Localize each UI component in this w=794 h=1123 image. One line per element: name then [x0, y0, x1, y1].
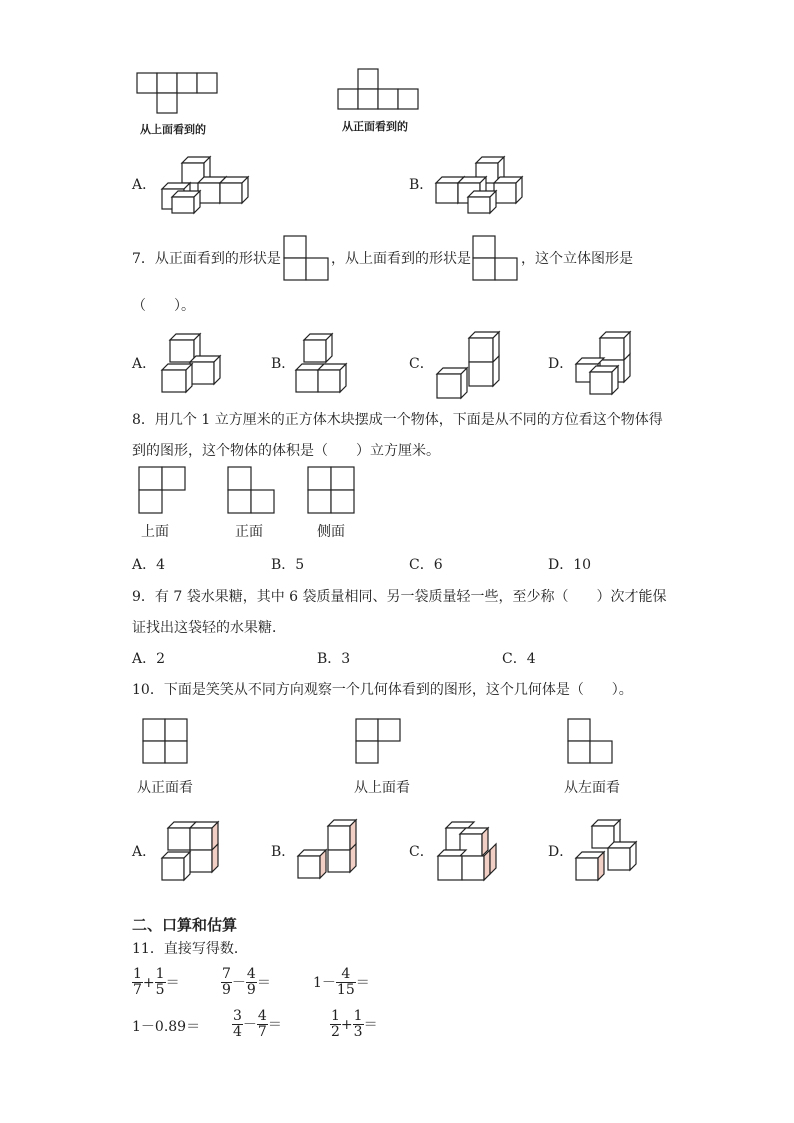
q11-item-4[interactable]: 1－0.89＝: [132, 1019, 201, 1035]
prefix: 1－: [313, 975, 336, 991]
q9-option-b[interactable]: B．3: [317, 651, 351, 667]
frac-num: 4: [246, 966, 256, 982]
q6-view-label-top: 从上面看到的: [140, 123, 206, 136]
q8-side-view-figure: [307, 466, 357, 516]
q10-option-c-label[interactable]: C．: [409, 844, 434, 860]
q10-option-c-cubes[interactable]: [436, 820, 502, 884]
q11-item-1[interactable]: [132, 967, 180, 998]
equals: ＝: [355, 975, 370, 991]
q9-option-c[interactable]: C．4: [502, 651, 536, 667]
equals: ＝: [267, 1017, 282, 1033]
q10-option-a-cubes[interactable]: [160, 820, 224, 882]
q6-option-b-label[interactable]: B．: [409, 177, 434, 193]
q7-option-b-label[interactable]: B．: [271, 356, 296, 372]
frac-den: 9: [246, 982, 256, 998]
operator: －: [231, 975, 246, 991]
q11-item-5[interactable]: [232, 1009, 282, 1040]
q10-top-view-figure: [355, 718, 403, 766]
q10-text: 10．下面是笑笑从不同方向观察一个几何体看到的图形，这个几何体是（ ）。: [132, 682, 633, 698]
q7-answer-blank[interactable]: （ ）。: [132, 298, 195, 314]
q9-text-line2: 证找出这袋轻的水果糖．: [132, 620, 286, 636]
q7-option-b-cubes[interactable]: [294, 330, 354, 394]
q9-option-a[interactable]: A．2: [132, 651, 166, 667]
frac-den: 9: [222, 982, 231, 998]
frac-num: 1: [133, 966, 142, 982]
q10-view-label-front: 从正面看: [137, 780, 193, 796]
q7-text-part1: 7．从正面看到的形状是: [132, 251, 281, 267]
frac-num: 1: [353, 1008, 363, 1024]
q10-option-b-label[interactable]: B．: [271, 844, 296, 860]
q8-view-label-side: 侧面: [317, 524, 345, 540]
operator: +: [340, 1017, 353, 1033]
q7-option-d-cubes[interactable]: [574, 330, 636, 396]
q8-top-view-figure: [138, 466, 188, 516]
q8-view-label-top: 上面: [141, 524, 169, 540]
q10-option-d-cubes[interactable]: [574, 818, 644, 884]
q8-view-label-front: 正面: [235, 524, 263, 540]
q10-option-a-label[interactable]: A．: [132, 844, 157, 860]
q10-front-view-figure: [142, 718, 190, 766]
q7-option-d-label[interactable]: D．: [548, 356, 574, 372]
operator: －: [242, 1017, 257, 1033]
q7-top-view-figure: [472, 235, 520, 283]
frac-den: 7: [257, 1024, 267, 1040]
q8-option-b[interactable]: B．5: [271, 557, 305, 573]
q8-front-view-figure: [227, 466, 277, 516]
frac-den: 7: [133, 982, 142, 998]
frac-num: 4: [257, 1008, 267, 1024]
q7-text-part3: ，这个立体图形是: [521, 251, 633, 267]
q8-text-line1: 8．用几个 1 立方厘米的正方体木块摆成一个物体，下面是从不同的方位看这个物体得: [132, 412, 663, 428]
q10-option-d-label[interactable]: D．: [548, 844, 574, 860]
q9-text-line1: 9．有 7 袋水果糖，其中 6 袋质量相同、另一袋质量轻一些，至少称（ ）次才能保: [132, 589, 667, 605]
q7-front-view-figure: [283, 235, 331, 283]
frac-num: 3: [233, 1008, 242, 1024]
q7-text-part2: ，从上面看到的形状是: [331, 251, 471, 267]
q6-front-view-figure: [337, 68, 421, 112]
frac-den: 5: [155, 982, 165, 998]
q7-option-c-cubes[interactable]: [435, 328, 507, 400]
q6-option-a-cubes[interactable]: [158, 155, 253, 215]
q11-item-3[interactable]: [313, 967, 370, 998]
section-2-title: 二、口算和估算: [132, 916, 238, 934]
q10-left-view-figure: [567, 718, 615, 766]
frac-num: 1: [155, 966, 165, 982]
q6-option-a-label[interactable]: A．: [132, 177, 157, 193]
q10-option-b-cubes[interactable]: [296, 818, 362, 882]
q7-option-a-cubes[interactable]: [158, 330, 226, 394]
q11-text: 11．直接写得数．: [132, 941, 248, 957]
equals: ＝: [363, 1017, 378, 1033]
q8-option-c[interactable]: C．6: [409, 557, 443, 573]
q7-option-a-label[interactable]: A．: [132, 356, 157, 372]
frac-num: 1: [331, 1008, 340, 1024]
frac-den: 2: [331, 1024, 340, 1040]
equals: ＝: [165, 975, 180, 991]
frac-den: 3: [353, 1024, 363, 1040]
frac-den: 4: [233, 1024, 242, 1040]
q11-item-6[interactable]: [330, 1009, 378, 1040]
q6-view-label-front: 从正面看到的: [342, 120, 408, 133]
q6-option-b-cubes[interactable]: [432, 155, 527, 215]
q11-item-2[interactable]: [221, 967, 271, 998]
q8-option-d[interactable]: D．10: [548, 557, 592, 573]
q10-view-label-left: 从左面看: [564, 780, 620, 796]
q10-view-label-top: 从上面看: [354, 780, 410, 796]
q7-option-c-label[interactable]: C．: [409, 356, 434, 372]
frac-den: 15: [336, 982, 355, 998]
equals: ＝: [256, 975, 271, 991]
frac-num: 4: [336, 967, 356, 983]
frac-num: 7: [222, 966, 231, 982]
operator: +: [142, 975, 155, 991]
q8-option-a[interactable]: A．4: [132, 557, 166, 573]
q6-top-view-figure: [136, 72, 220, 114]
q8-text-line2: 到的图形，这个物体的体积是（ ）立方厘米。: [132, 443, 440, 459]
